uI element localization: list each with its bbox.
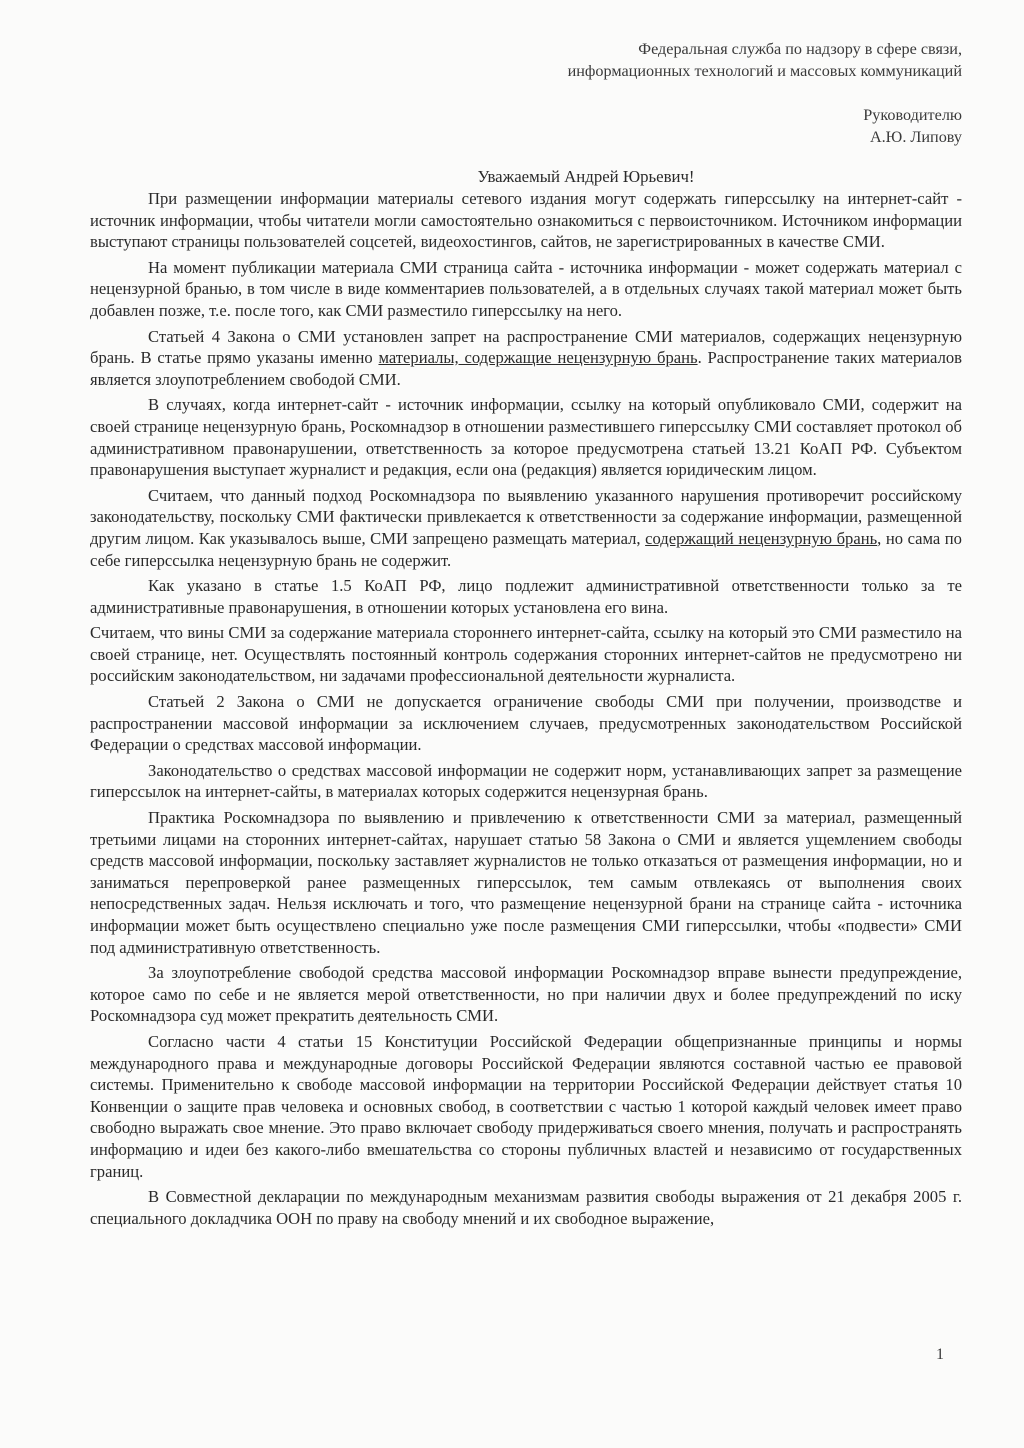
paragraph-5-text-a: Считаем, что данный подход Роскомнадзора по выявлению указанного нарушения противоречит российскому законодательству, поскольку СМИ фактически привлекается к ответственности за содержание информации, размещенной другим лицом. Как указывалось выше, СМИ запрещено размещать материал, bbox=[90, 485, 962, 548]
paragraph-6: Как указано в статье 1.5 КоАП РФ, лицо подлежит административной ответственности только за те административные правонарушения, в отношении которых установлена его вина. bbox=[90, 576, 962, 617]
paragraph-5-underlined: содержащий нецензурную брань bbox=[645, 528, 878, 548]
paragraph-3-text-a: Статьей 4 Закона о СМИ установлен запрет на распространение СМИ материалов, содержащих нецензурную брань. В статье прямо указаны именно bbox=[90, 326, 962, 368]
paragraph-4: В случаях, когда интернет-сайт - источник информации, ссылку на который опубликовало СМИ, содержит на своей странице нецензурную брань, Роскомнадзор в отношении разместившего гиперссылку СМИ составляет протокол об административном правонарушении, ответственность за которое предусмотрена статьей 13.21 КоАП РФ. Субъектом правонарушения выступает журналист и редакция, если она (редакция) является юридическим лицом. bbox=[90, 395, 962, 480]
greeting: Уважаемый Андрей Юрьевич! bbox=[477, 167, 695, 186]
page-number: 1 bbox=[936, 1346, 944, 1363]
paragraph-7: Считаем, что вины СМИ за содержание материала стороннего интернет-сайта, ссылку на который это СМИ разместило на своей странице, нет. Осуществлять постоянный контроль содержания сторонних интернет-сайтов не предусмотрено ни российским законодательством, ни задачами профессиональной деятельности журналиста. bbox=[90, 623, 962, 686]
addressee-recipient bbox=[90, 104, 962, 148]
paragraph-3-text-b: . Распространение таких материалов является злоупотреблением свободой СМИ. bbox=[90, 348, 962, 389]
paragraph-3-underlined: материалы, содержащие нецензурную брань bbox=[378, 348, 698, 368]
org-line-1: Федеральная служба по надзору в сфере связи, bbox=[638, 40, 962, 58]
paragraph-8: Статьей 2 Закона о СМИ не допускается ограничение свободы СМИ при получении, производстве и распространении массовой информации за исключением случаев, предусмотренных законодательством Российской Федерации о средствах массовой информации. bbox=[90, 692, 962, 755]
recipient-title: Руководителю bbox=[863, 106, 962, 124]
paragraph-3 bbox=[90, 326, 962, 391]
paragraph-11: За злоупотребление свободой средства массовой информации Роскомнадзор вправе вынести предупреждение, которое само по себе и не является мерой ответственности, но при наличии двух и более предупреждений по иску Роскомнадзора суд может прекратить деятельность СМИ. bbox=[90, 963, 962, 1026]
paragraph-12: Согласно части 4 статьи 15 Конституции Российской Федерации общепризнанные принципы и нормы международного права и международные договоры Российской Федерации являются составной частью ее правовой системы. Применительно к свободе массовой информации на территории Российской Федерации действует статья 10 Конвенции о защите прав человека и основных свобод, в соответствии с частью 1 которой каждый человек имеет право свободно выражать свое мнение. Это право включает свободу придерживаться своего мнения, получать и распространять информацию и идеи без какого-либо вмешательства со стороны публичных властей и независимо от государственных границ. bbox=[90, 1031, 962, 1181]
paragraph-5-text-b: , но сама по себе гиперссылка нецензурную брань не содержит. bbox=[90, 528, 962, 570]
paragraph-10: Практика Роскомнадзора по выявлению и привлечению к ответственности СМИ за материал, размещенный третьими лицами на сторонних интернет-сайтах, нарушает статью 58 Закона о СМИ и является ущемлением свободы средств массовой информации, поскольку заставляет журналистов не только отказаться от размещения информации, но и заниматься перепроверкой ранее размещенных гиперссылок, тем самым отвлекаясь от выполнения своих непосредственных задач. Нельзя исключать и того, что размещение нецензурной брани на странице сайта - источника информации может быть осуществлено специально уже после размещения СМИ гиперссылки, чтобы «подвести» СМИ под административную ответственность. bbox=[90, 808, 962, 957]
addressee-organization bbox=[90, 38, 962, 82]
letter-body bbox=[90, 188, 962, 1229]
paragraph-2: На момент публикации материала СМИ страница сайта - источника информации - может содержать материал с нецензурной бранью, в том числе в виде комментариев пользователей, а в отдельных случаях такой материал может быть добавлен позже, т.е. после того, как СМИ разместило гиперссылку на него. bbox=[90, 257, 962, 320]
paragraph-1: При размещении информации материалы сетевого издания могут содержать гиперссылку на интернет-сайт - источник информации, чтобы читатели могли самостоятельно ознакомиться с первоисточником. Источником информации выступают страницы пользователей соцсетей, видеохостингов, сайтов, не зарегистрированных в качестве СМИ. bbox=[90, 189, 962, 252]
recipient-name: А.Ю. Липову bbox=[869, 128, 962, 146]
paragraph-9: Законодательство о средствах массовой информации не содержит норм, устанавливающих запрет за размещение гиперссылок на интернет-сайты, в материалах которых содержится нецензурная брань. bbox=[90, 760, 962, 802]
org-line-2: информационных технологий и массовых коммуникаций bbox=[567, 62, 962, 80]
paragraph-5 bbox=[90, 485, 962, 571]
letter-page bbox=[90, 38, 962, 1233]
paragraph-13: В Совместной декларации по международным механизмам развития свободы выражения от 21 декабря 2005 г. специального докладчика ООН по праву на свободу мнений и их свободное выражение, bbox=[90, 1187, 962, 1228]
